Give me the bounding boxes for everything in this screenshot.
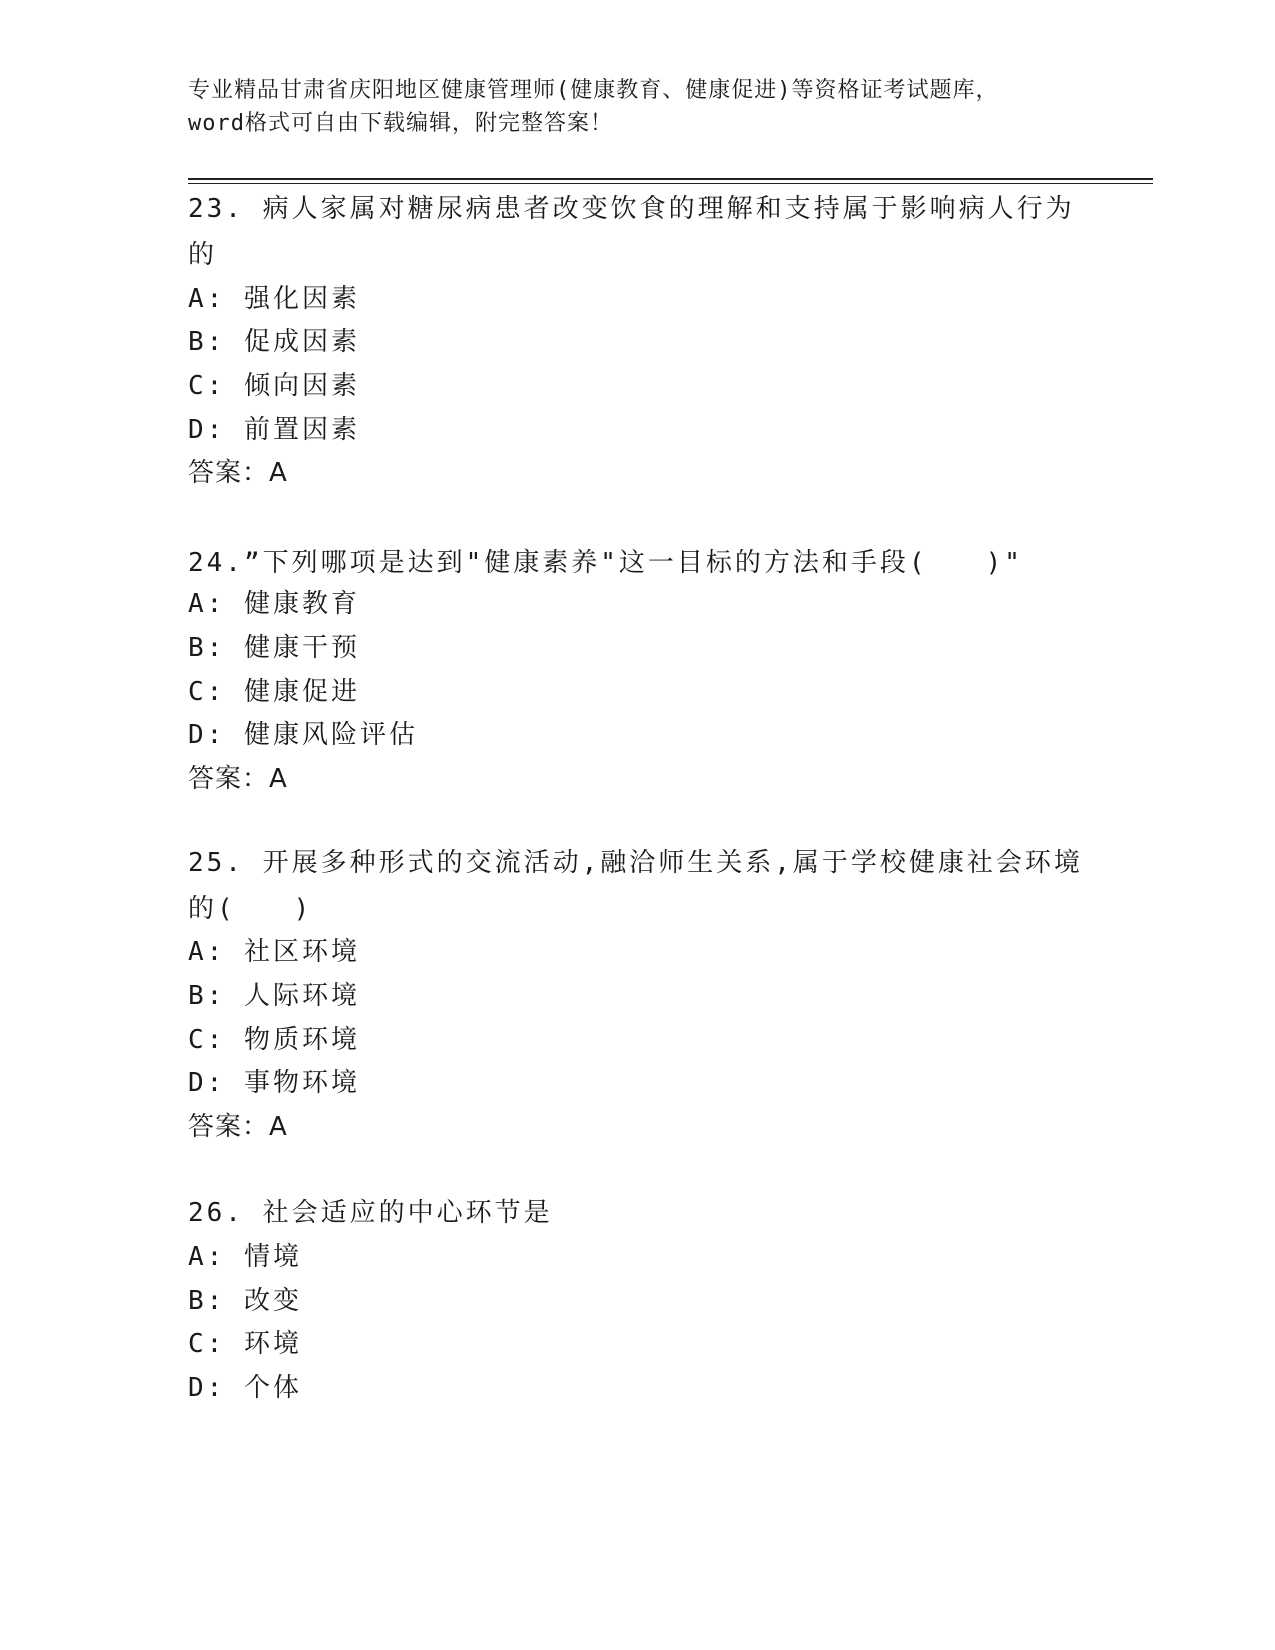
- option-d: D: 健康风险评估: [188, 720, 418, 750]
- header-line-1: 专业精品甘肃省庆阳地区健康管理师(健康教育、健康促进)等资格证考试题库，: [188, 78, 999, 103]
- option-b: B: 促成因素: [188, 327, 360, 357]
- option-d: D: 事物环境: [188, 1068, 360, 1098]
- option-c: C: 环境: [188, 1329, 302, 1359]
- option-d: D: 前置因素: [188, 415, 360, 445]
- option-a: A: 健康教育: [188, 589, 360, 619]
- header-divider-thin: [188, 183, 1153, 184]
- question-text-line-1: 23. 病人家属对糖尿病患者改变饮食的理解和支持属于影响病人行为: [188, 194, 1075, 224]
- header-line-2: word格式可自由下载编辑，附完整答案！: [188, 111, 613, 136]
- question-text-line-2: 的( ): [188, 894, 313, 924]
- option-c: C: 健康促进: [188, 677, 360, 707]
- answer: 答案：A: [188, 458, 288, 488]
- option-a: A: 社区环境: [188, 937, 360, 967]
- question-text-line-1: 24.”下列哪项是达到"健康素养"这一目标的方法和手段( )": [188, 548, 1023, 578]
- option-c: C: 倾向因素: [188, 371, 360, 401]
- option-c: C: 物质环境: [188, 1025, 360, 1055]
- option-a: A: 强化因素: [188, 284, 360, 314]
- option-d: D: 个体: [188, 1373, 302, 1403]
- answer: 答案：A: [188, 764, 288, 794]
- question-text-line-1: 26. 社会适应的中心环节是: [188, 1198, 553, 1228]
- document-header: [188, 74, 1088, 140]
- question-text-line-2: 的: [188, 240, 218, 270]
- answer: 答案：A: [188, 1112, 288, 1142]
- option-b: B: 人际环境: [188, 981, 360, 1011]
- option-b: B: 改变: [188, 1286, 302, 1316]
- header-divider-thick: [188, 178, 1153, 180]
- option-a: A: 情境: [188, 1242, 302, 1272]
- question-text-line-1: 25. 开展多种形式的交流活动,融洽师生关系,属于学校健康社会环境: [188, 848, 1083, 878]
- option-b: B: 健康干预: [188, 633, 360, 663]
